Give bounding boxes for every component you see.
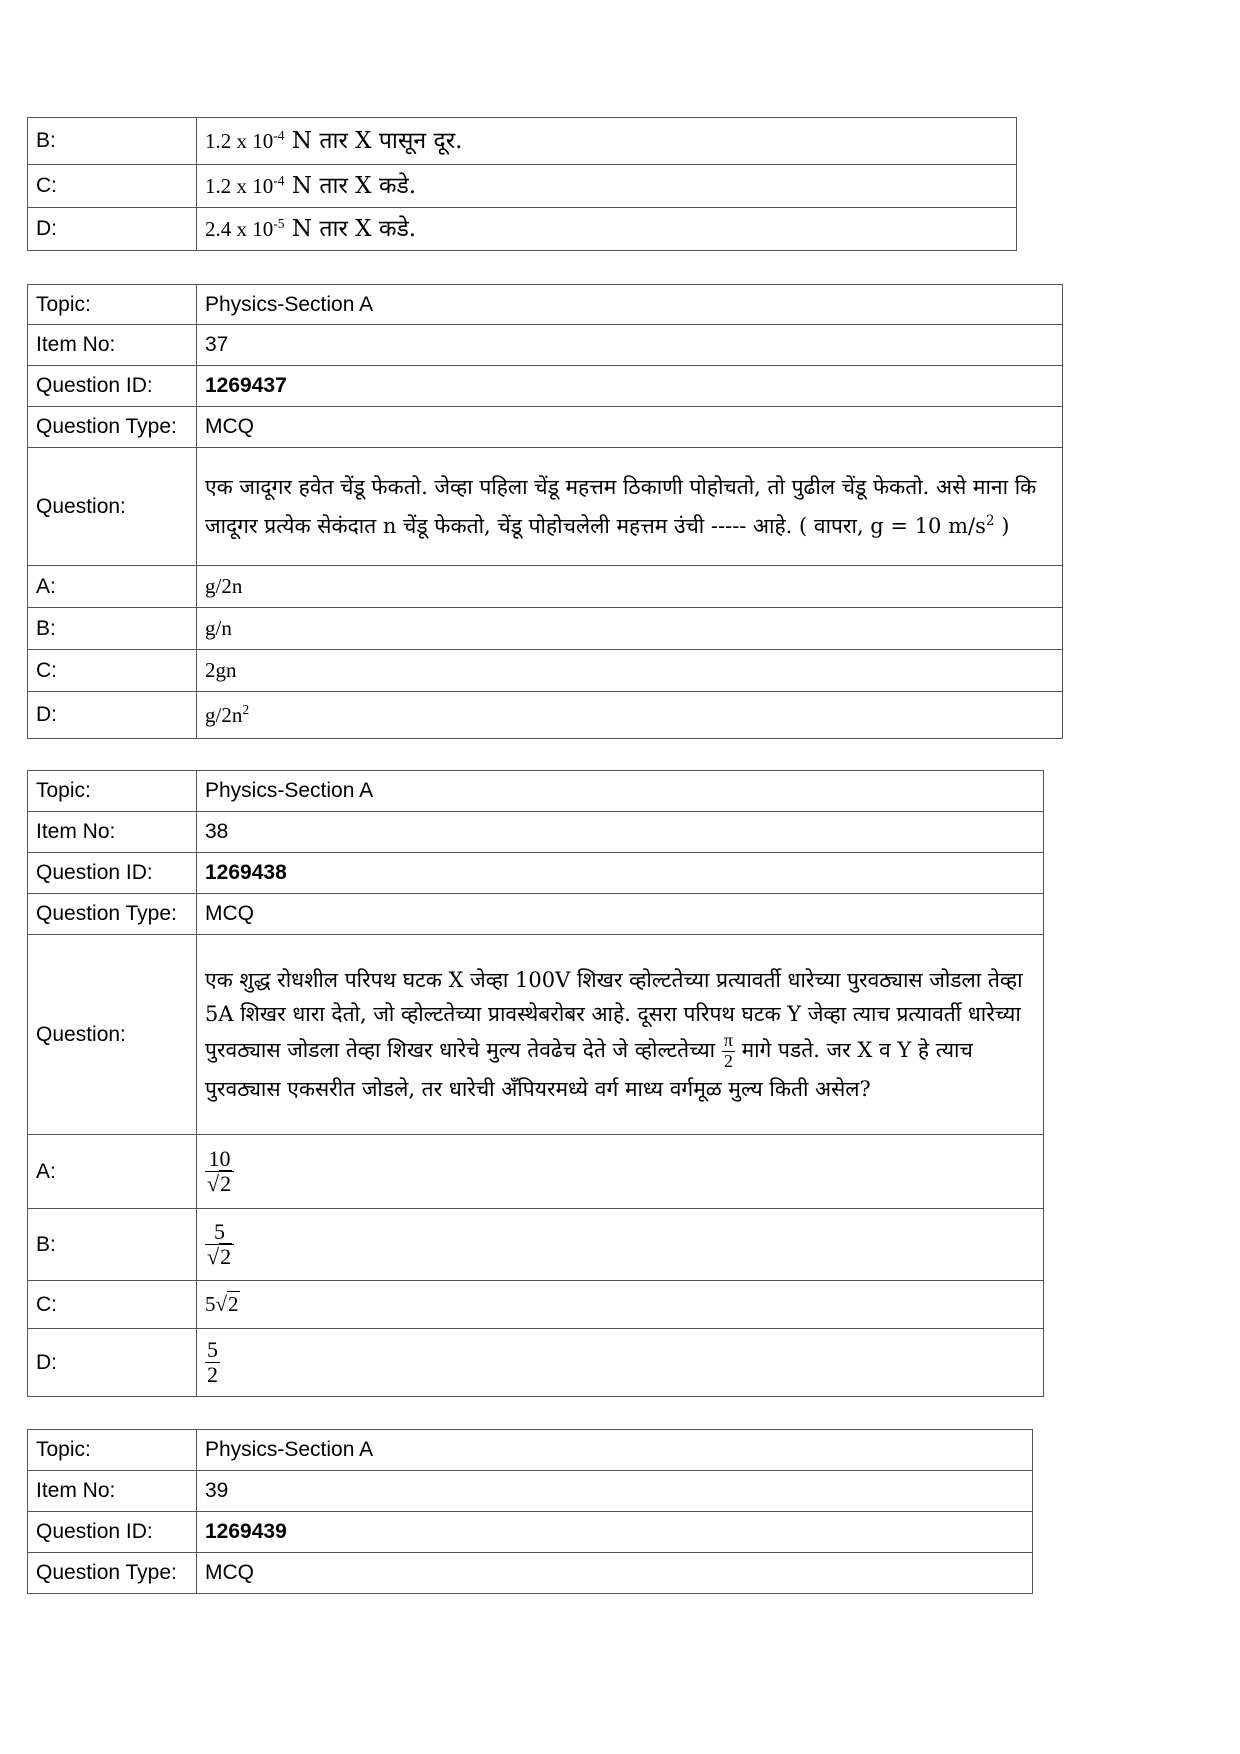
type-label: Question Type:	[28, 894, 197, 935]
option-label: A:	[28, 1135, 197, 1209]
option-value: 1.2 x $10^{-4}$ N तार X कडे.	[197, 165, 1017, 208]
qid-value: 1269439	[197, 1512, 1033, 1553]
option-value: 5√2	[197, 1281, 1044, 1329]
option-value: $\frac{5}{2}$	[197, 1329, 1044, 1397]
option-label: D:	[28, 692, 197, 739]
question-text: एक शुद्ध रोधशील परिपथ घटक X जेव्हा 100V शिखर व्होल्टतेच्या प्रत्यावर्ती धारेच्या पुरवठ्यास जोडला तेव्हा 5A शिखर धारा देतो, जो व्होल्टतेच्या प्रावस्थेबरोबर आहे. दूसरा परिपथ घटक Y जेव्हा त्याच प्रत्यावर्ती धारेच्या पुरवठ्यास जोडला तेव्हा शिखर धारेचे मुल्य तेवढेच देते जे व्होल्टतेच्या $\frac{\pi}{2}$ मागे पडते. जर X व Y हे त्याच पुरवठ्यास एकसरीत जोडले, तर धारेची अँपियरमध्ये वर्ग माध्य वर्गमूळ मुल्य किती असेल?	[197, 935, 1044, 1135]
option-value: g/n	[197, 608, 1063, 650]
question-37-table	[27, 284, 1063, 739]
item-label: Item No:	[28, 812, 197, 853]
qid-label: Question ID:	[28, 366, 197, 407]
option-label: C:	[28, 650, 197, 692]
option-value: 1.2 x $10^{-4}$ N तार X पासून दूर.	[197, 118, 1017, 165]
option-label: A:	[28, 566, 197, 608]
option-label: D:	[28, 208, 197, 251]
item-label: Item No:	[28, 325, 197, 366]
type-label: Question Type:	[28, 1553, 197, 1594]
topic-label: Topic:	[28, 285, 197, 325]
type-label: Question Type:	[28, 407, 197, 448]
qid-label: Question ID:	[28, 853, 197, 894]
option-value: g/2n	[197, 566, 1063, 608]
option-label: D:	[28, 1329, 197, 1397]
type-value: MCQ	[197, 894, 1044, 935]
option-value: $\frac{10}{√2}$	[197, 1135, 1044, 1209]
item-value: 37	[197, 325, 1063, 366]
question-38-table	[27, 770, 1044, 1397]
question-text: एक जादूगर हवेत चेंडू फेकतो. जेव्हा पहिला चेंडू महत्तम ठिकाणी पोहोचतो, तो पुढील चेंडू फेकतो. असे माना कि जादूगर प्रत्येक सेकंदात n चेंडू फेकतो, चेंडू पोहोचलेली महत्तम उंची ----- आहे. ( वापरा, g = 10 $m/s^2$ )	[197, 448, 1063, 566]
item-label: Item No:	[28, 1471, 197, 1512]
qid-label: Question ID:	[28, 1512, 197, 1553]
option-label: B:	[28, 118, 197, 165]
item-value: 38	[197, 812, 1044, 853]
option-label: C:	[28, 165, 197, 208]
option-value: 2gn	[197, 650, 1063, 692]
option-value: $g/2n^2$	[197, 692, 1063, 739]
partial-options-table	[27, 117, 1017, 251]
type-value: MCQ	[197, 1553, 1033, 1594]
option-label: C:	[28, 1281, 197, 1329]
option-value: 2.4 x $10^{-5}$ N तार X कडे.	[197, 208, 1017, 251]
question-label: Question:	[28, 935, 197, 1135]
qid-value: 1269437	[197, 366, 1063, 407]
question-label: Question:	[28, 448, 197, 566]
option-label: B:	[28, 608, 197, 650]
pi-over-2: $\frac{\pi}{2}$	[723, 1030, 733, 1071]
topic-value: Physics-Section A	[197, 1430, 1033, 1471]
qid-value: 1269438	[197, 853, 1044, 894]
topic-value: Physics-Section A	[197, 771, 1044, 812]
topic-label: Topic:	[28, 1430, 197, 1471]
type-value: MCQ	[197, 407, 1063, 448]
topic-label: Topic:	[28, 771, 197, 812]
question-39-table	[27, 1429, 1033, 1594]
option-value: $\frac{5}{√2}$	[197, 1209, 1044, 1281]
item-value: 39	[197, 1471, 1033, 1512]
topic-value: Physics-Section A	[197, 285, 1063, 325]
option-label: B:	[28, 1209, 197, 1281]
